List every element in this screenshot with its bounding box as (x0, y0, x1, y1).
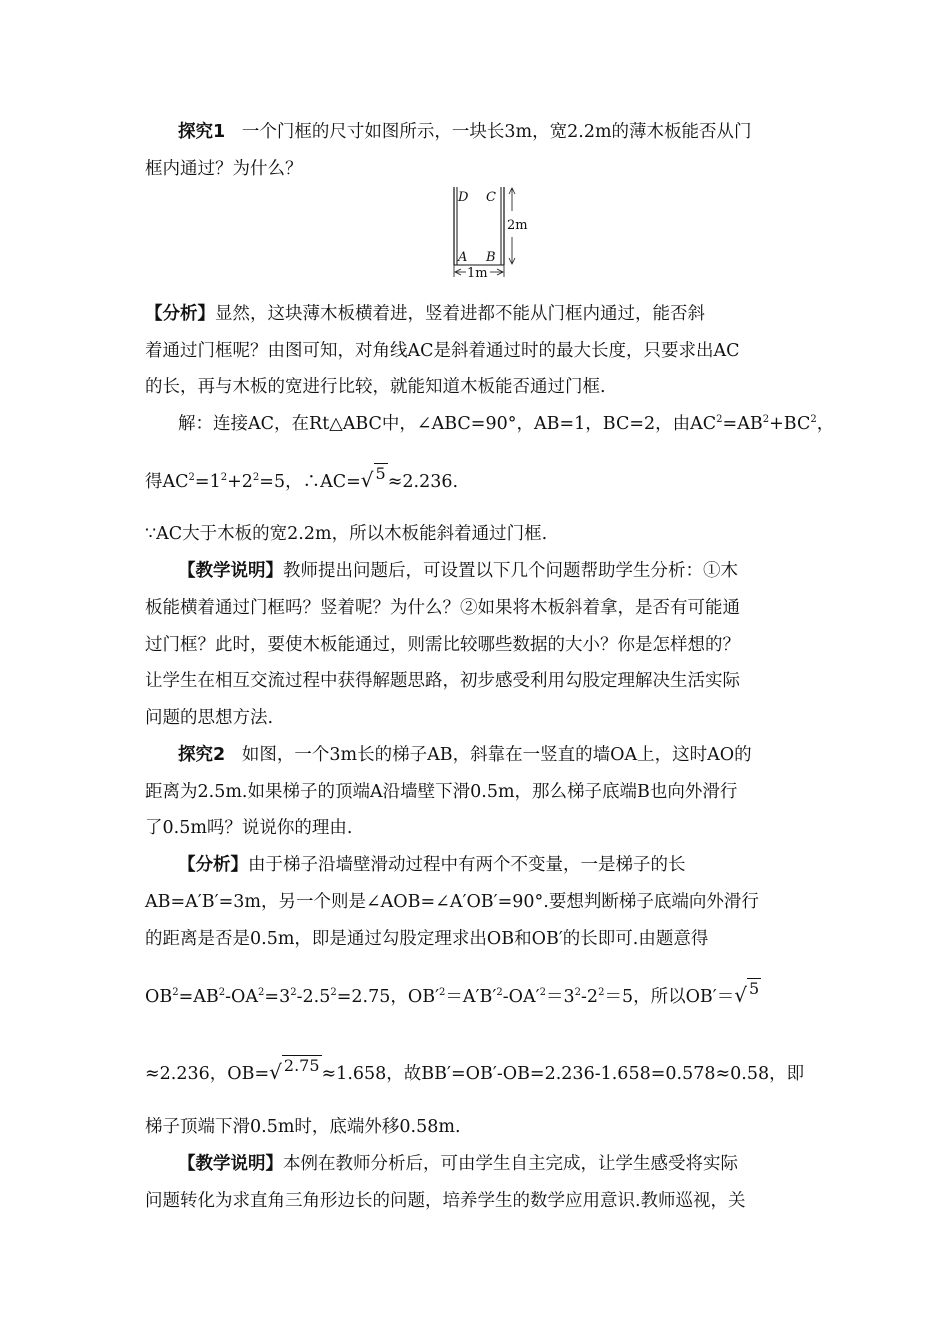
analysis1-text1: 显然，这块薄木板横着进，竖着进都不能从门框内通过，能否斜 (215, 304, 705, 324)
solution1-line1: 解：连接AC，在Rt△ABC中，∠ABC=90°，AB=1，BC=2，由$AC^2=AB^2+BC^2$， (178, 414, 835, 434)
teaching1-line5: 问题的思想方法. (145, 708, 274, 728)
label-D: D (458, 190, 469, 205)
width-label: 1m (467, 266, 488, 281)
door-frame-figure (440, 183, 530, 283)
analysis2-label: 【分析】 (178, 855, 248, 875)
explore2-text1: 如图，一个3m长的梯子AB，斜靠在一竖直的墙OA上，这时AO的 (241, 745, 752, 765)
analysis2-line2: AB=A′B′=3m，另一个则是∠AOB=∠A′OB′=90°.要想判断梯子底端向外滑行 (145, 892, 759, 912)
analysis1-line3: 的长，再与木板的宽进行比较，就能知道木板能否通过门框. (145, 377, 606, 397)
teaching1-line1 (178, 559, 738, 583)
explore2-line3: 了0.5m吗？说说你的理由. (145, 818, 353, 838)
teaching2-line2: 问题转化为求直角三角形边长的问题，培养学生的数学应用意识.教师巡视，关 (145, 1191, 746, 1211)
teaching2-label: 【教学说明】 (178, 1154, 283, 1174)
teaching1-label: 【教学说明】 (178, 561, 283, 581)
solution1-line2: 得$AC^2=1^2+2^2=5$，∴AC=√ 5 ≈2.236. (145, 464, 459, 492)
sqrt-5b: √ 5 (734, 979, 760, 1007)
explore1-text1: 一个门框的尺寸如图所示，一块长3m，宽2.2m的薄木板能否从门 (241, 122, 752, 142)
explore2-line1 (178, 743, 752, 767)
sqrt-5: √ 5 (360, 464, 386, 492)
analysis2-line1 (178, 853, 686, 877)
analysis2-line6: 梯子顶端下滑0.5m时，底端外移0.58m. (145, 1117, 461, 1137)
explore1-line2: 框内通过？为什么？ (145, 159, 303, 179)
label-B: B (486, 250, 496, 265)
analysis2-result: ≈2.236，OB=√ 2.75 ≈1.658，故BB′=OB′-OB=2.236-1.658=0.578≈0.58，即 (145, 1056, 805, 1084)
explore2-line2: 距离为2.5m.如果梯子的顶端A沿墙壁下滑0.5m，那么梯子底端B也向外滑行 (145, 782, 738, 802)
analysis1-label: 【分析】 (145, 304, 215, 324)
analysis2-formula: $OB^2=AB^2-OA^2=3^2-2.5^2=2.75$，$OB'^2=A'B'^2-OA'^2=3^2-2^2=5$，所以OB′＝√ 5 (145, 979, 760, 1007)
teaching2-line1 (178, 1152, 738, 1176)
solution1-conclusion: ∵AC大于木板的宽2.2m，所以木板能斜着通过门框. (145, 524, 548, 544)
teaching1-line4: 让学生在相互交流过程中获得解题思路，初步感受利用勾股定理解决生活实际 (145, 671, 740, 691)
sqrt-2-75: √ 2.75 (269, 1056, 320, 1084)
teaching2-text1: 本例在教师分析后，可由学生自主完成，让学生感受将实际 (283, 1154, 738, 1174)
explore2-label: 探究2 (178, 745, 226, 765)
analysis1-line1 (145, 302, 705, 326)
label-A: A (458, 250, 468, 265)
teaching1-line3: 过门框？此时，要使木板能通过，则需比较哪些数据的大小？你是怎样想的？ (145, 635, 740, 655)
analysis2-text1: 由于梯子沿墙壁滑动过程中有两个不变量，一是梯子的长 (248, 855, 686, 875)
height-label: 2m (507, 218, 528, 233)
explore1-label: 探究1 (178, 122, 226, 142)
label-C: C (486, 190, 496, 205)
analysis2-line3: 的距离是否是0.5m，即是通过勾股定理求出OB和OB′的长即可.由题意得 (145, 929, 709, 949)
teaching1-line2: 板能横着通过门框吗？竖着呢？为什么？②如果将木板斜着拿，是否有可能通 (145, 598, 740, 618)
explore1-line1 (178, 120, 752, 144)
teaching1-text1: 教师提出问题后，可设置以下几个问题帮助学生分析：①木 (283, 561, 738, 581)
analysis1-line2: 着通过门框呢？由图可知，对角线AC是斜着通过时的最大长度，只要求出AC (145, 341, 740, 361)
